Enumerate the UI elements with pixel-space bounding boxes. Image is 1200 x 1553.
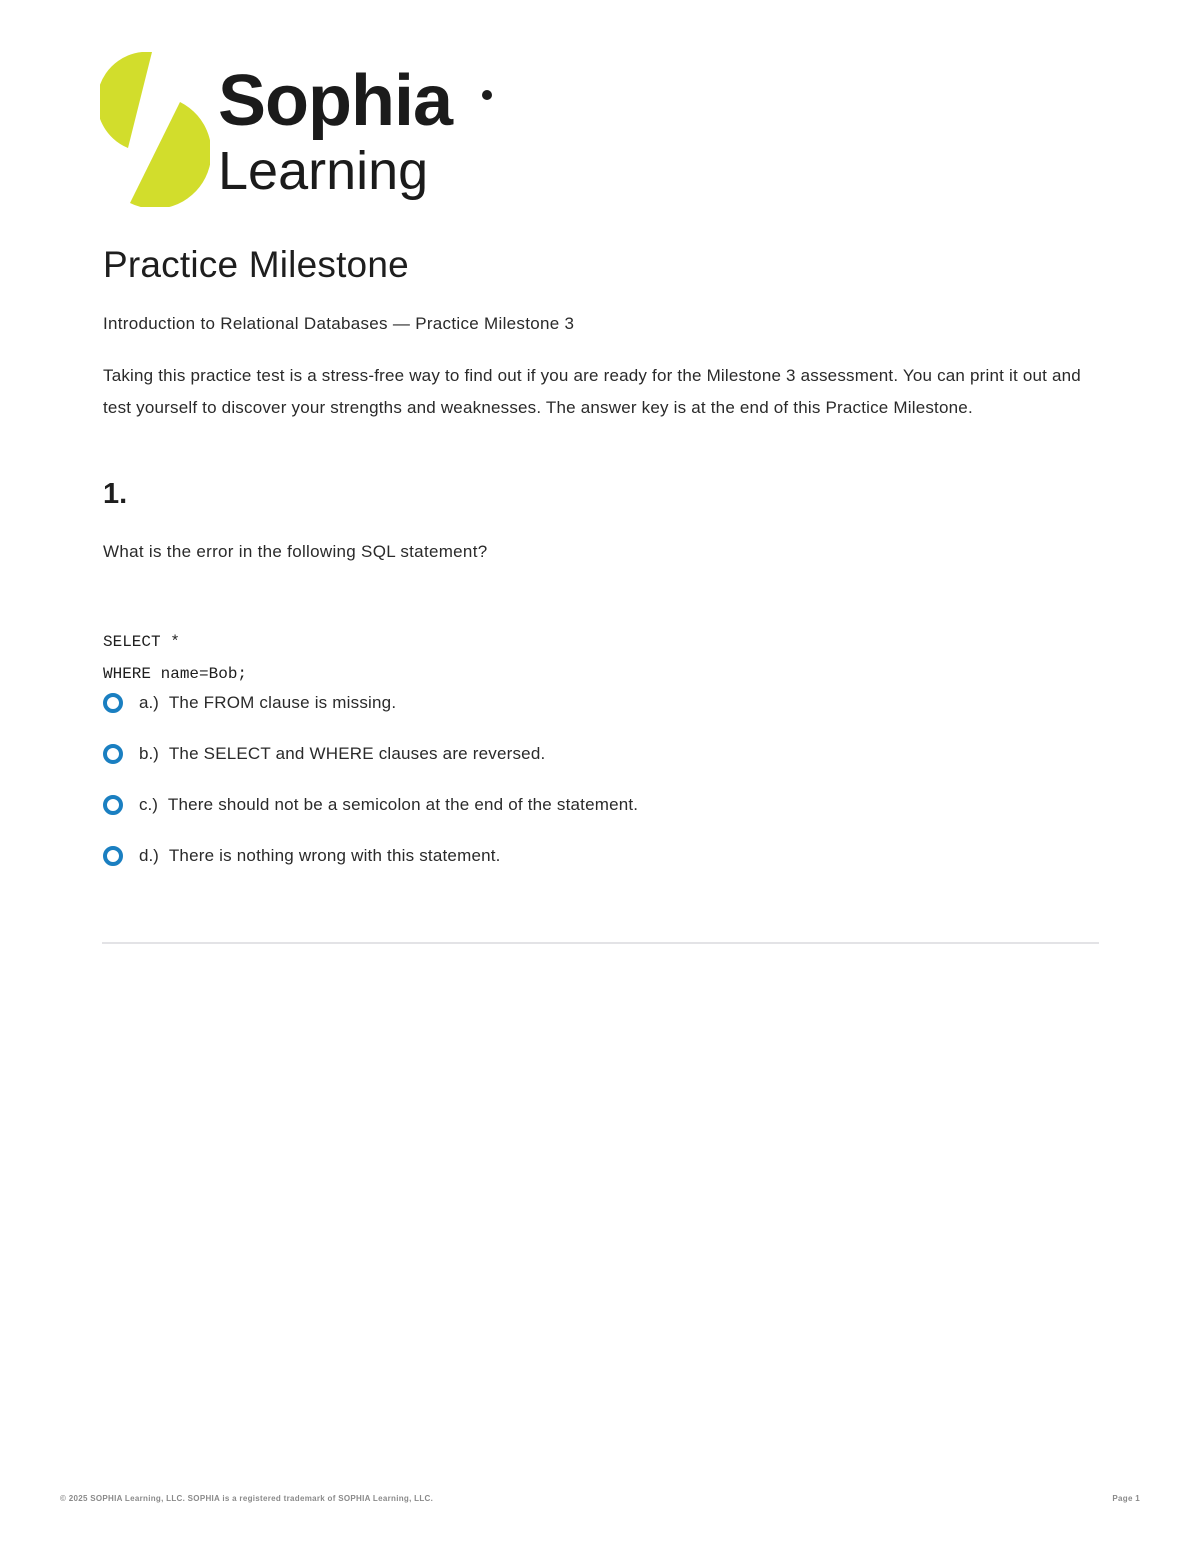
footer-page-number: Page 1 [1112, 1494, 1140, 1503]
option-text: There should not be a semicolon at the end of the statement. [167, 795, 639, 814]
answer-option-d[interactable] [103, 843, 638, 869]
intro-paragraph: Taking this practice test is a stress-free way to find out if you are ready for the Milestone 3 assessment. You can print it out and test yourself to discover your strengths and weaknesses. The answer key is at the end of this Practice Milestone. [103, 366, 1081, 417]
radio-icon[interactable] [103, 846, 123, 866]
option-letter: c.) [139, 795, 158, 814]
option-letter: b.) [139, 744, 159, 763]
answer-option-c[interactable] [103, 792, 638, 818]
question-number: 1. [103, 478, 128, 510]
option-letter: d.) [139, 846, 159, 865]
page-title: Practice Milestone [103, 244, 409, 285]
option-letter: a.) [139, 693, 159, 712]
radio-icon[interactable] [103, 744, 123, 764]
sql-code-block [103, 626, 247, 690]
option-text: The FROM clause is missing. [168, 693, 397, 712]
code-line: SELECT * [103, 633, 180, 651]
option-text: There is nothing wrong with this statement. [168, 846, 501, 865]
answer-option-b[interactable] [103, 741, 638, 767]
question-prompt: What is the error in the following SQL statement? [103, 542, 488, 561]
radio-icon[interactable] [103, 693, 123, 713]
logo-word-sophia: Sophia [218, 61, 453, 141]
logo-mark-icon [100, 52, 210, 207]
answer-options [103, 690, 638, 894]
logo-word-learning: Learning [218, 141, 429, 201]
course-subtitle: Introduction to Relational Databases — Practice Milestone 3 [103, 314, 575, 333]
registered-mark-icon [482, 90, 492, 100]
option-text: The SELECT and WHERE clauses are reversed. [168, 744, 546, 763]
answer-option-a[interactable] [103, 690, 638, 716]
section-divider [102, 942, 1099, 944]
footer-copyright: © 2025 SOPHIA Learning, LLC. SOPHIA is a registered trademark of SOPHIA Learning, LLC. [60, 1494, 434, 1503]
code-line: WHERE name=Bob; [103, 665, 248, 683]
radio-icon[interactable] [103, 795, 123, 815]
sophia-learning-logo [100, 52, 520, 212]
